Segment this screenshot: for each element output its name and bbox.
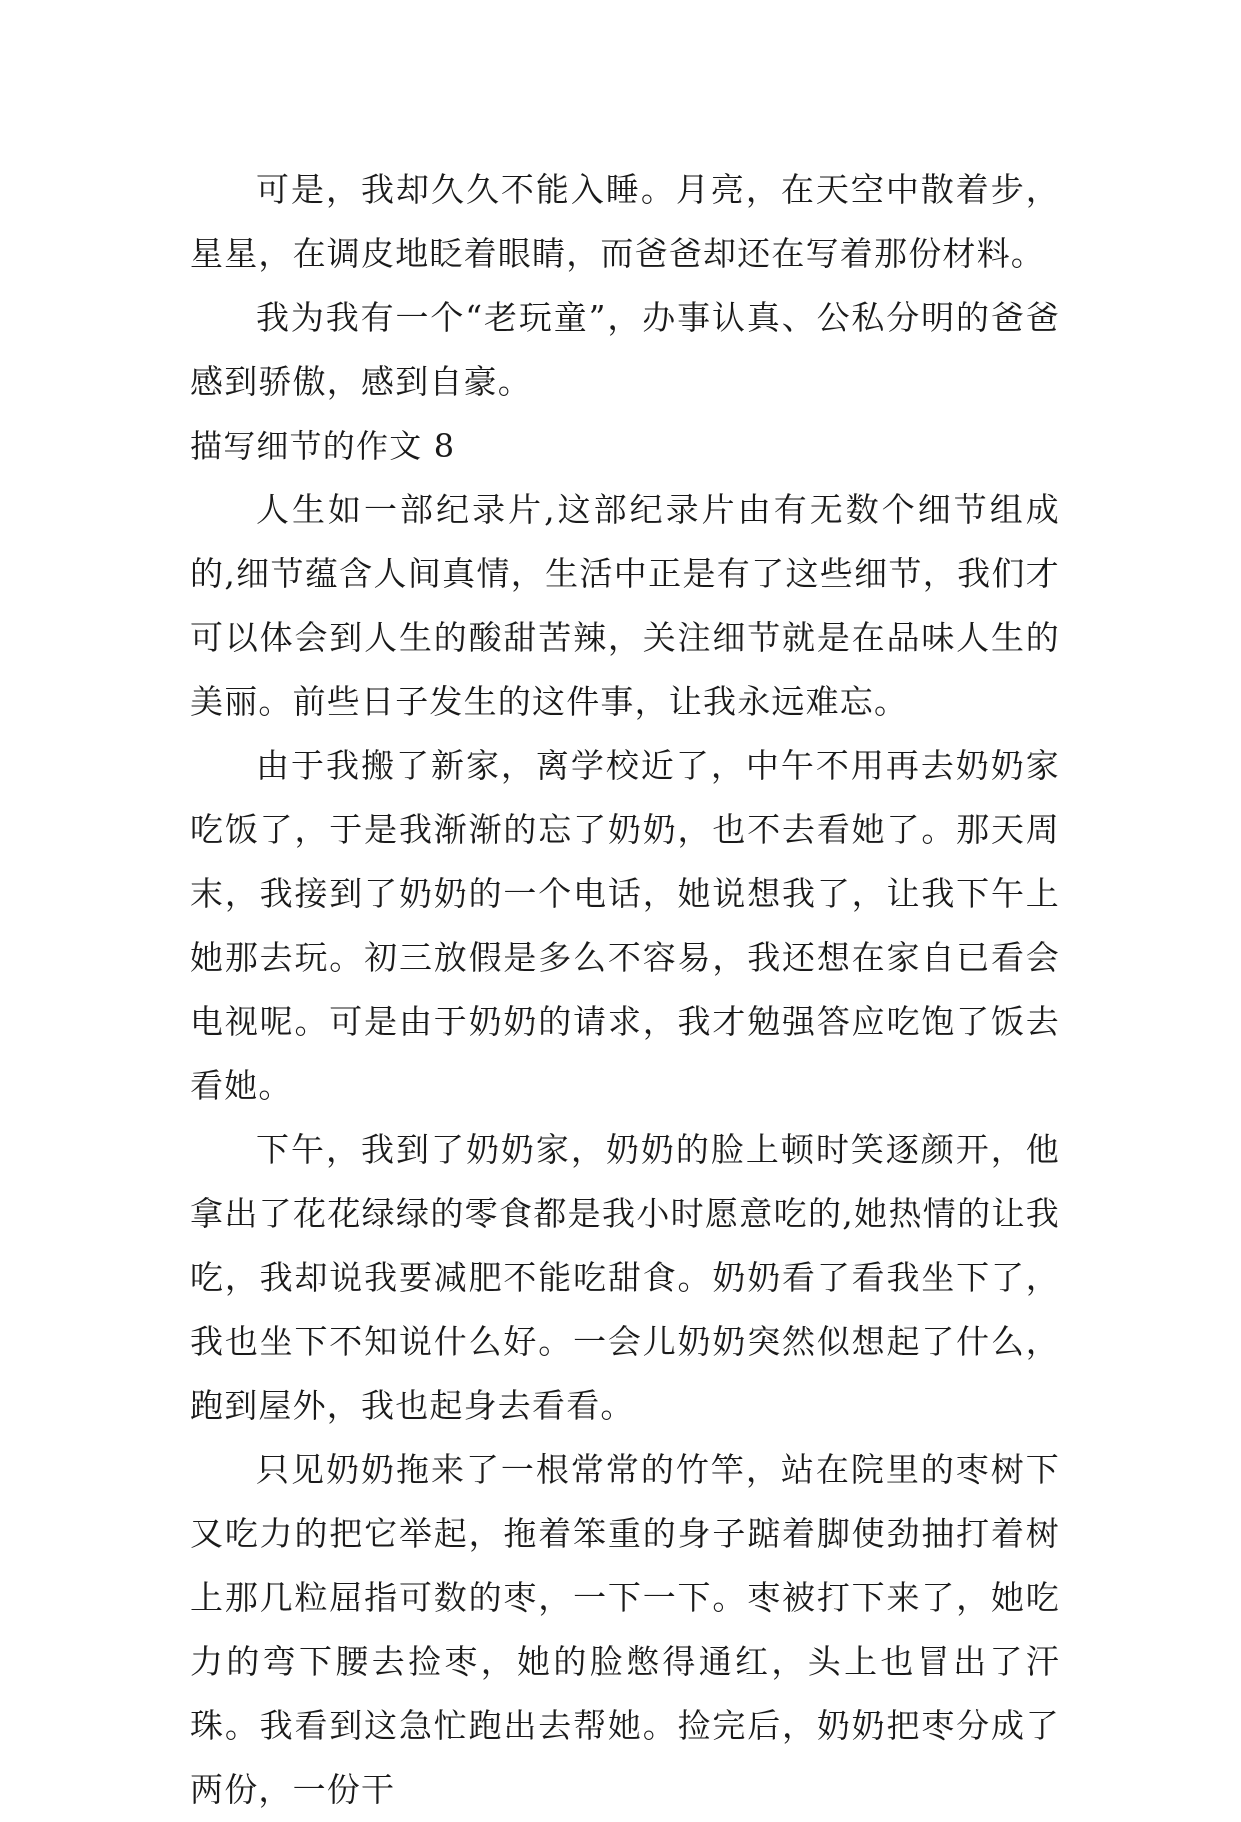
paragraph: 只见奶奶拖来了一根常常的竹竿，站在院里的枣树下又吃力的把它举起，拖着笨重的身子踮着脚使劲抽打着树上那几粒屈指可数的枣，一下一下。枣被打下来了，她吃力的弯下腰去捡枣，她的脸憋得通红，头上也冒出了汗珠。我看到这急忙跑出去帮她。捡完后，奶奶把枣分成了两份，一份干 [190, 1450, 1060, 1809]
paragraph: 可是，我却久久不能入睡。月亮，在天空中散着步，星星，在调皮地眨着眼睛，而爸爸却还在写着那份材料。 [190, 170, 1060, 273]
section-heading: 描写细节的作文 8 [190, 427, 456, 465]
paragraph: 我为我有一个“老玩童”，办事认真、公私分明的爸爸感到骄傲，感到自豪。 [190, 298, 1060, 401]
paragraph: 由于我搬了新家，离学校近了，中午不用再去奶奶家吃饭了，于是我渐渐的忘了奶奶，也不去看她了。那天周末，我接到了奶奶的一个电话，她说想我了，让我下午上她那去玩。初三放假是多么不容易，我还想在家自已看会电视呢。可是由于奶奶的请求，我才勉强答应吃饱了饭去看她。 [190, 746, 1060, 1105]
document-body [190, 158, 1060, 1822]
paragraph: 下午，我到了奶奶家，奶奶的脸上顿时笑逐颜开，他拿出了花花绿绿的零食都是我小时愿意吃的,她热情的让我吃，我却说我要减肥不能吃甜食。奶奶看了看我坐下了，我也坐下不知说什么好。一会儿奶奶突然似想起了什么，跑到屋外，我也起身去看看。 [190, 1130, 1060, 1425]
paragraph: 人生如一部纪录片,这部纪录片由有无数个细节组成的,细节蕴含人间真情，生活中正是有了这些细节，我们才可以体会到人生的酸甜苦辣，关注细节就是在品味人生的美丽。前些日子发生的这件事，让我永远难忘。 [190, 490, 1060, 721]
